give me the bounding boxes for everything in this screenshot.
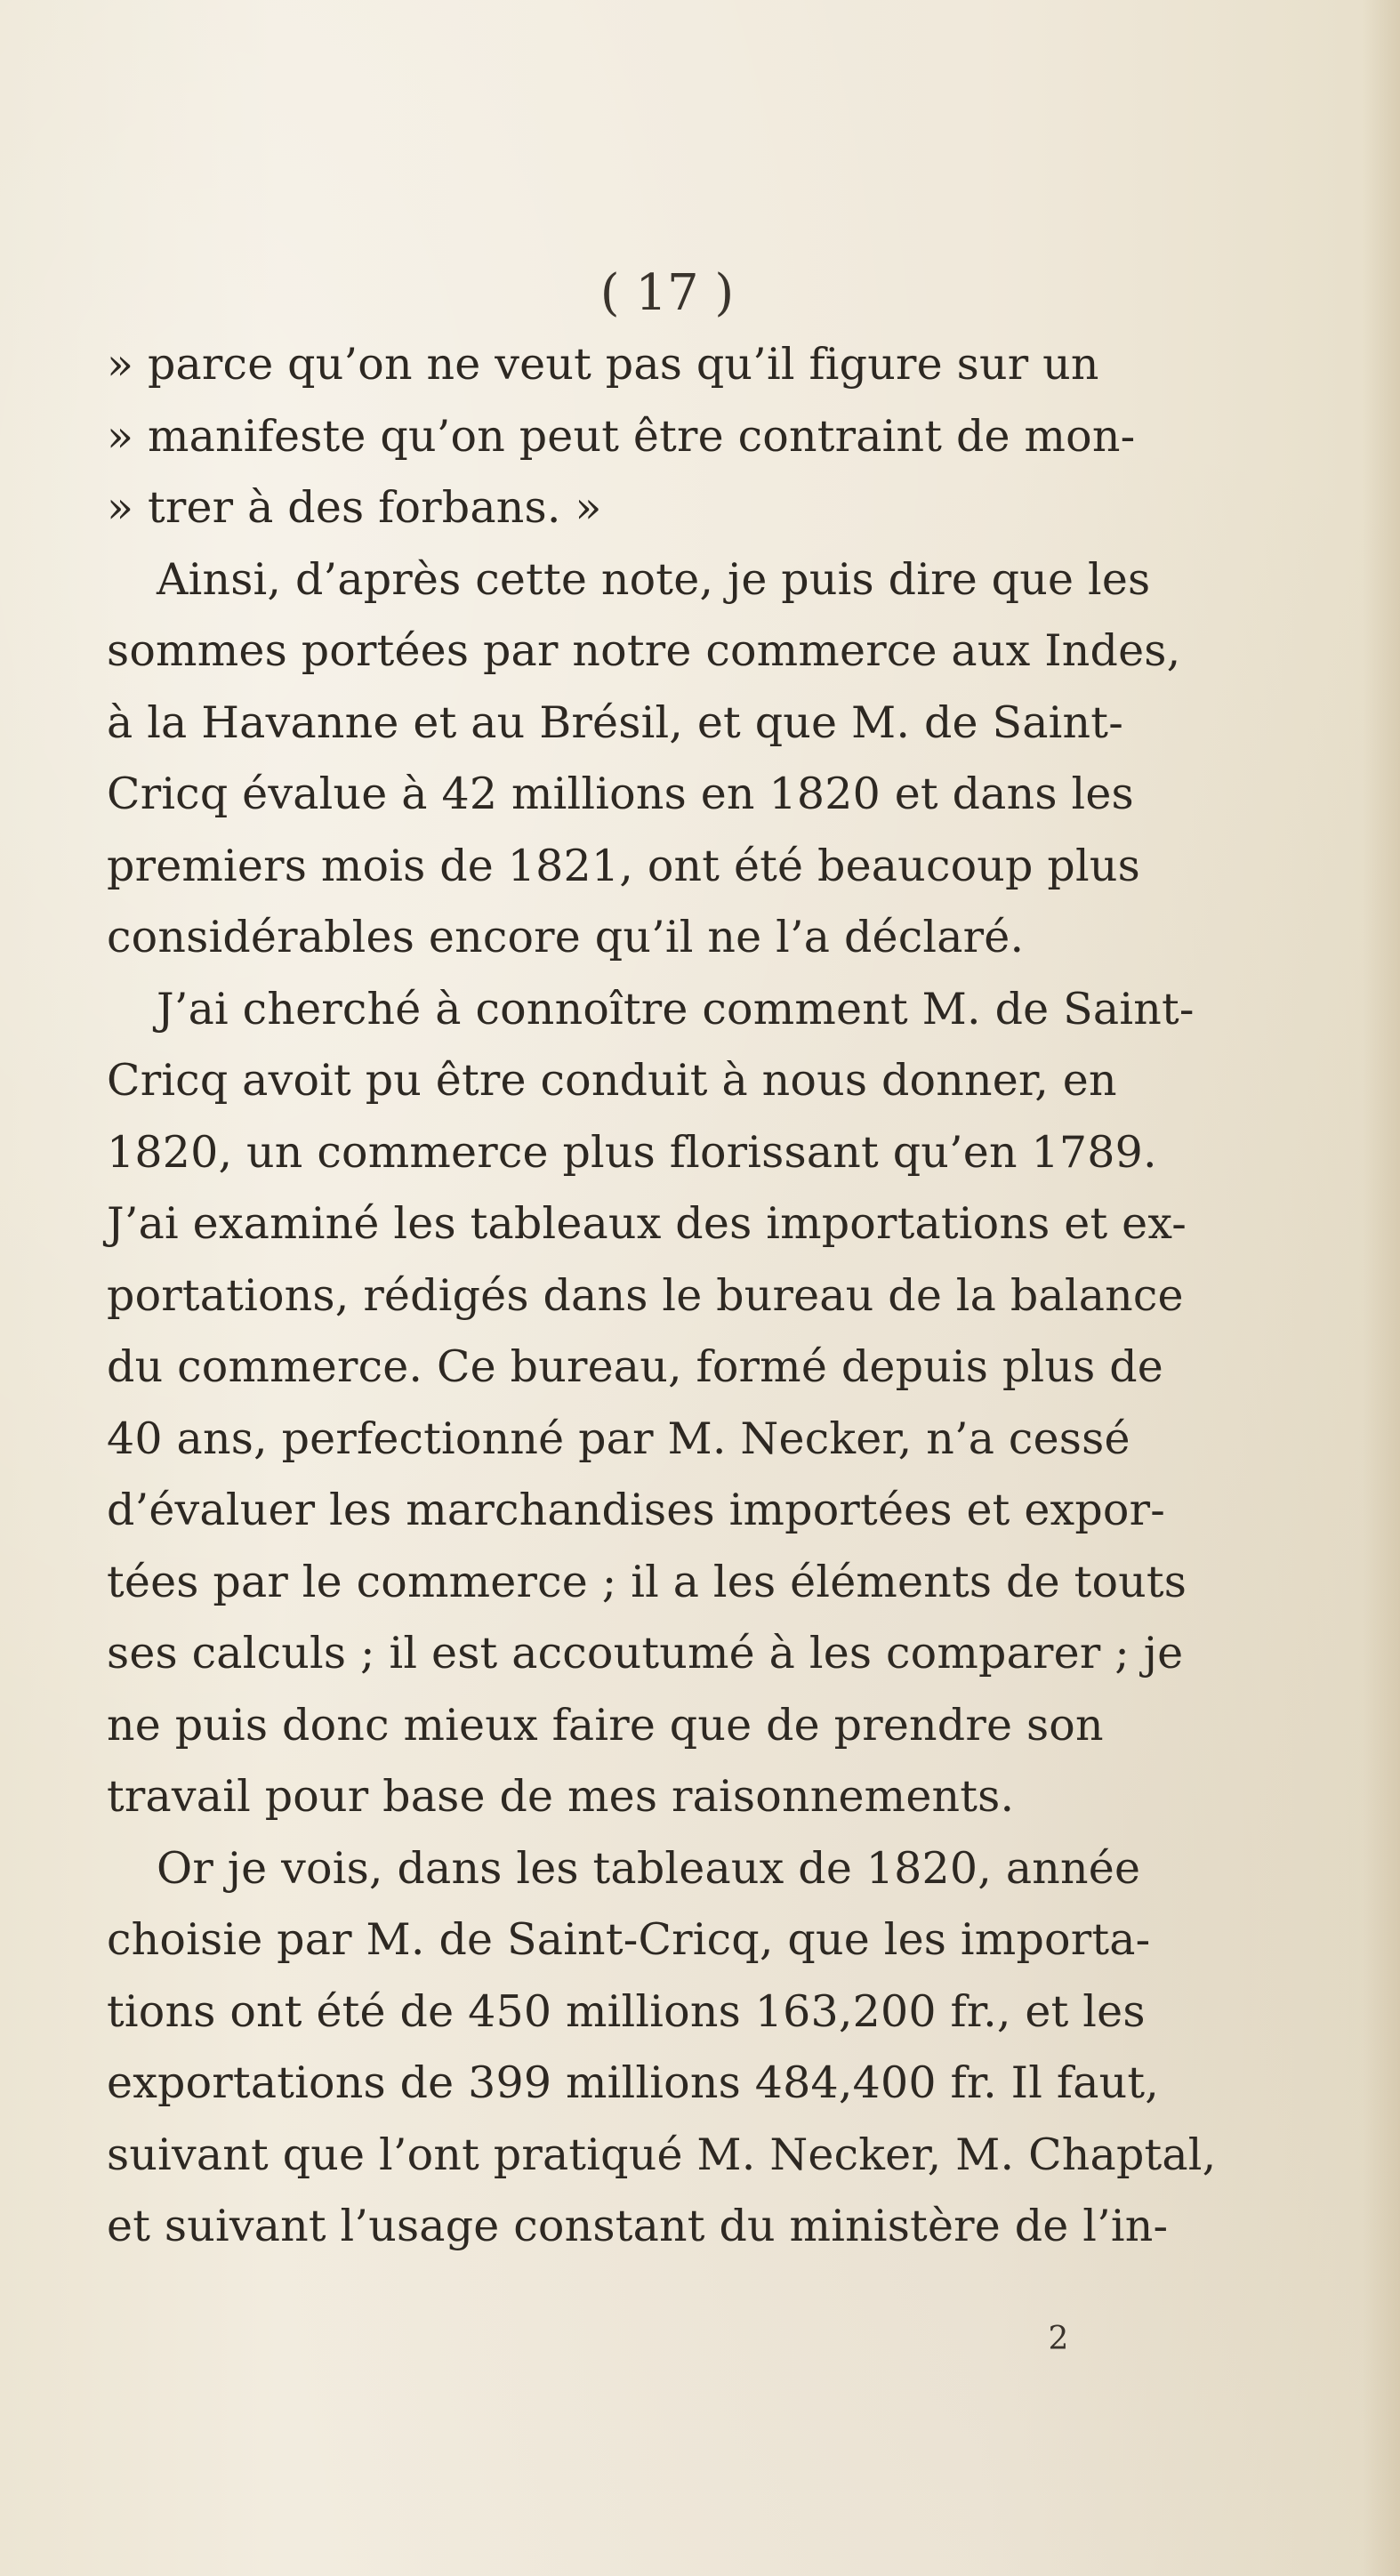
text-line: 40 ans, perfectionné par M. Necker, n’a cessé <box>107 1413 1130 1464</box>
text-line: sommes portées par notre commerce aux Indes, <box>107 625 1181 676</box>
text-line: ses calculs ; il est accoutumé à les comparer ; je <box>107 1628 1184 1678</box>
text-line: choisie par M. de Saint-Cricq, que les importa- <box>107 1914 1151 1965</box>
text-line: premiers mois de 1821, ont été beaucoup plus <box>107 840 1140 891</box>
text-line: du commerce. Ce bureau, formé depuis plus de <box>107 1341 1163 1392</box>
text-line: » trer à des forbans. » <box>107 482 602 533</box>
page-edge-shadow <box>1363 0 1400 2576</box>
text-line: exportations de 399 millions 484,400 fr. Il faut, <box>107 2057 1160 2108</box>
text-line: d’évaluer les marchandises importées et expor- <box>107 1485 1166 1535</box>
text-line: suivant que l’ont pratiqué M. Necker, M. Chaptal, <box>107 2129 1217 2180</box>
paragraph-start-line: Ainsi, d’après cette note, je puis dire que les <box>157 553 1151 605</box>
text-line: » manifeste qu’on peut être contraint de mon- <box>107 410 1136 462</box>
signature-mark: 2 <box>1048 2321 1069 2357</box>
text-line: J’ai examiné les tableaux des importations et ex- <box>107 1198 1187 1249</box>
text-line: considérables encore qu’il ne l’a déclaré. <box>107 912 1025 962</box>
text-line: et suivant l’usage constant du ministère de l’in- <box>107 2201 1169 2251</box>
text-line: portations, rédigés dans le bureau de la balance <box>107 1269 1184 1321</box>
text-line: 1820, un commerce plus florissant qu’en 1789. <box>107 1126 1157 1178</box>
paragraph-start-line: J’ai cherché à connoître comment M. de Saint- <box>157 983 1195 1034</box>
text-line: Cricq évalue à 42 millions en 1820 et dans les <box>107 769 1134 819</box>
text-line: tées par le commerce ; il a les éléments de touts <box>107 1556 1187 1607</box>
text-line: Cricq avoit pu être conduit à nous donner, en <box>107 1055 1117 1106</box>
text-line: ne puis donc mieux faire que de prendre son <box>107 1699 1104 1751</box>
text-line: travail pour base de mes raisonnements. <box>107 1771 1015 1822</box>
text-line: » parce qu’on ne veut pas qu’il figure sur un <box>107 339 1099 390</box>
text-column <box>107 258 1227 2263</box>
page-body <box>107 329 1227 2263</box>
text-line: tions ont été de 450 millions 163,200 fr., et les <box>107 1985 1146 2037</box>
paragraph-start-line: Or je vois, dans les tableaux de 1820, année <box>157 1842 1141 1894</box>
text-line: à la Havanne et au Brésil, et que M. de Saint- <box>107 696 1123 748</box>
page-number-header: ( 17 ) <box>599 264 735 322</box>
